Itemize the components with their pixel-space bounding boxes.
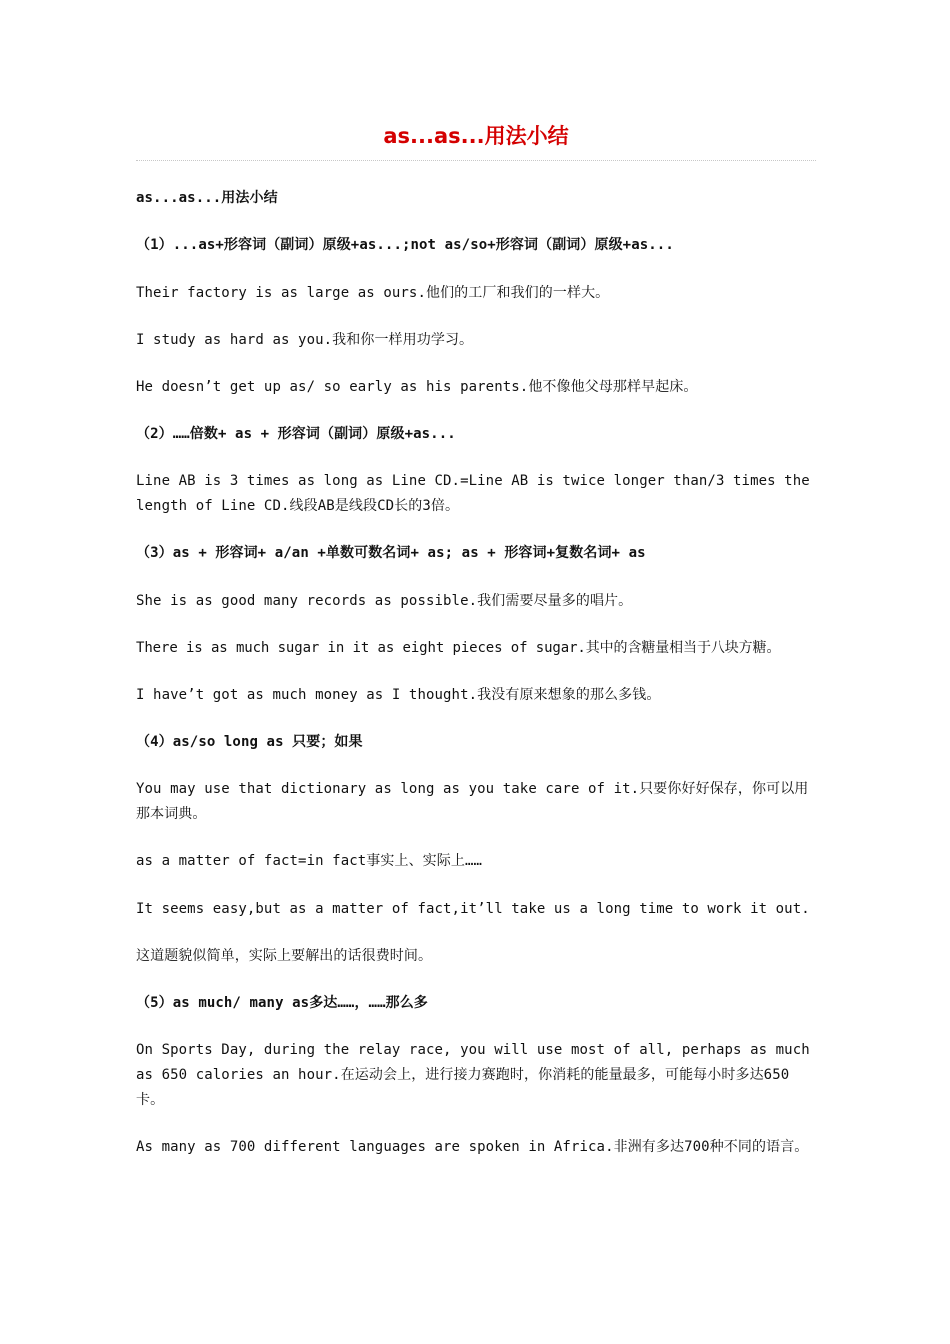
example-1-2: I study as hard as you.我和你一样用功学习。 [136,332,474,348]
example-3-2: There is as much sugar in it as eight pieces of sugar.其中的含糖量相当于八块方糖。 [136,640,781,656]
section-heading-3: （3）as + 形容词+ a/an +单数可数名词+ as; as + 形容词+复数名词+ as [136,545,646,561]
section-heading-5: （5）as much/ many as多达……，……那么多 [136,995,428,1011]
page-title: as...as...用法小结 [383,124,569,148]
example-4-4: 这道题貌似简单，实际上要解出的话很费时间。 [136,948,433,964]
example-2-1: Line AB is 3 times as long as Line CD.=Line AB is twice longer than/3 times the length of Line CD.线段AB是线段CD长的3倍。 [136,473,819,514]
section-heading-2: （2）……倍数+ as + 形容词（副词）原级+as... [136,426,456,442]
example-4-2: as a matter of fact=in fact事实上、实际上…… [136,853,483,869]
section-heading-4: （4）as/so long as 只要；如果 [136,734,363,750]
example-4-3: It seems easy,but as a matter of fact,it’ll take us a long time to work it out. [136,901,810,917]
example-1-1: Their factory is as large as ours.他们的工厂和我们的一样大。 [136,285,610,301]
example-5-1: On Sports Day, during the relay race, you will use most of all, perhaps as much as 650 calories an hour.在运动会上，进行接力赛跑时，你消耗的能量最多，可能每小时多达650卡。 [136,1042,819,1108]
example-3-1: She is as good many records as possible.我们需要尽量多的唱片。 [136,593,633,609]
section-heading-1: （1）...as+形容词（副词）原级+as...;not as/so+形容词（副词）原级+as... [136,237,674,253]
example-3-3: I have’t got as much money as I thought.我没有原来想象的那么多钱。 [136,687,661,703]
title-divider [136,160,816,161]
example-4-1: You may use that dictionary as long as you take care of it.只要你好好保存，你可以用那本词典。 [136,781,809,822]
document-subtitle: as...as...用法小结 [136,190,278,206]
example-5-2: As many as 700 different languages are spoken in Africa.非洲有多达700种不同的语言。 [136,1139,809,1155]
example-1-3: He doesn’t get up as/ so early as his parents.他不像他父母那样早起床。 [136,379,698,395]
